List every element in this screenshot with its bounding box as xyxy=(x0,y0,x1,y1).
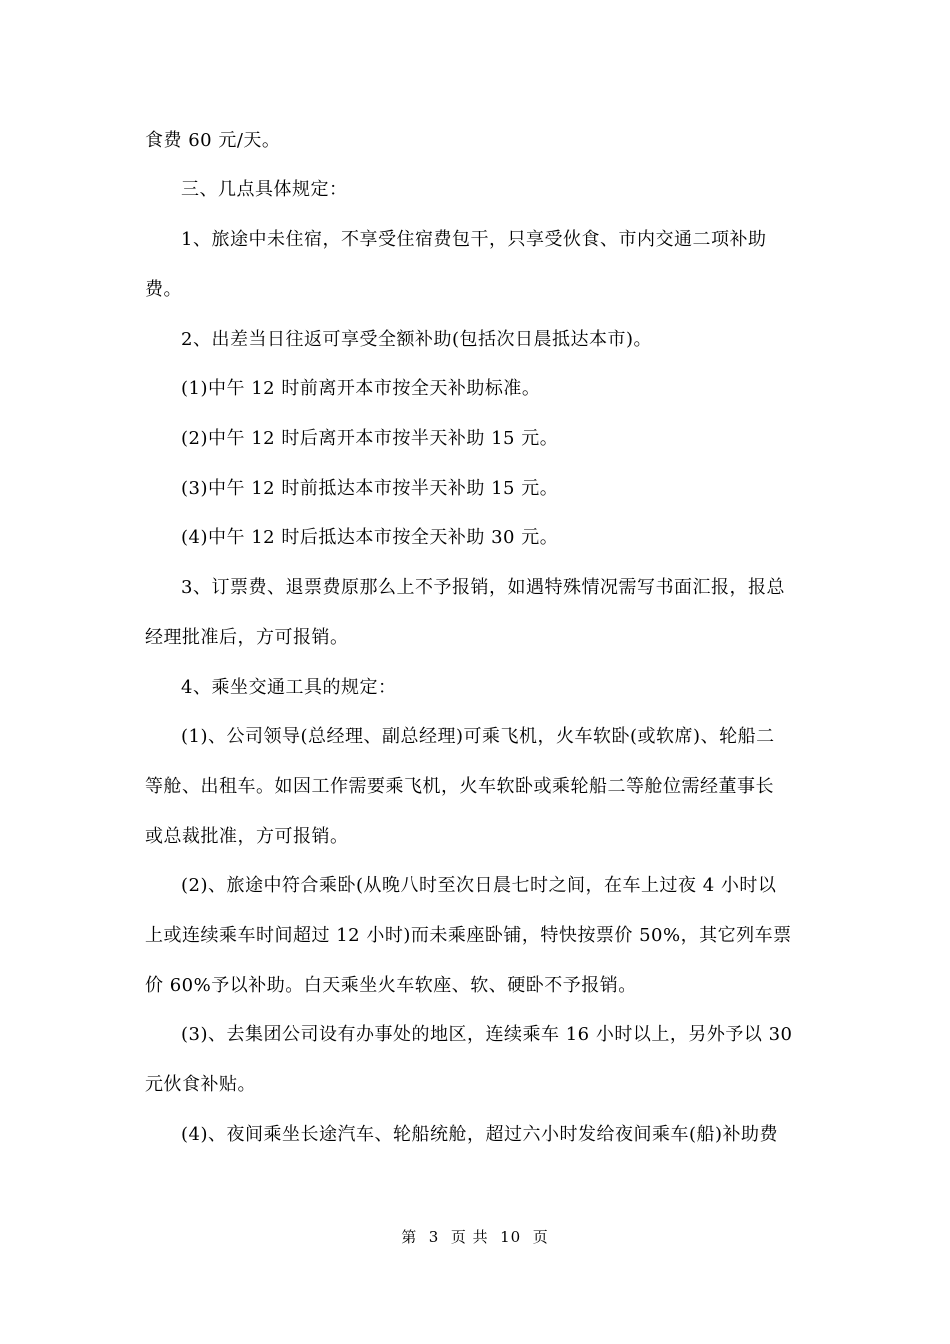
body-line: 1、旅途中未住宿，不享受住宿费包干，只享受伙食、市内交通二项补助 xyxy=(181,229,767,250)
body-line: (1)中午 12 时前离开本市按全天补助标准。 xyxy=(181,378,541,399)
body-line: (4)、夜间乘坐长途汽车、轮船统舱，超过六小时发给夜间乘车(船)补助费 xyxy=(181,1124,779,1145)
body-line: 3、订票费、退票费原那么上不予报销，如遇特殊情况需写书面汇报，报总 xyxy=(181,577,785,598)
section-heading: 三、几点具体规定： xyxy=(181,179,348,200)
body-line: (2)、旅途中符合乘卧(从晚八时至次日晨七时之间，在车上过夜 4 小时以 xyxy=(181,875,777,896)
body-line: 元伙食补贴。 xyxy=(145,1074,256,1095)
body-line: (2)中午 12 时后离开本市按半天补助 15 元。 xyxy=(181,428,559,449)
body-line: 经理批准后，方可报销。 xyxy=(145,627,349,648)
body-line: 2、出差当日往返可享受全额补助(包括次日晨抵达本市)。 xyxy=(181,329,652,350)
body-line: 食费 60 元/天。 xyxy=(145,130,281,151)
body-line: 费。 xyxy=(145,279,182,300)
body-line: 上或连续乘车时间超过 12 小时)而未乘座卧铺，特快按票价 50%，其它列车票 xyxy=(145,925,792,946)
body-line: (3)、去集团公司设有办事处的地区，连续乘车 16 小时以上，另外予以 30 xyxy=(181,1024,793,1045)
page-footer: 第 3 页 共 10 页 xyxy=(401,1228,549,1246)
body-line: 4、乘坐交通工具的规定： xyxy=(181,677,397,698)
body-line: 等舱、出租车。如因工作需要乘飞机，火车软卧或乘轮船二等舱位需经董事长 xyxy=(145,776,774,797)
body-line: 价 60%予以补助。白天乘坐火车软座、软、硬卧不予报销。 xyxy=(145,975,637,996)
body-line: (1)、公司领导(总经理、副总经理)可乘飞机，火车软卧(或软席)、轮船二 xyxy=(181,726,775,747)
body-line: 或总裁批准，方可报销。 xyxy=(145,826,349,847)
body-line: (4)中午 12 时后抵达本市按全天补助 30 元。 xyxy=(181,527,559,548)
body-line: (3)中午 12 时前抵达本市按半天补助 15 元。 xyxy=(181,478,559,499)
